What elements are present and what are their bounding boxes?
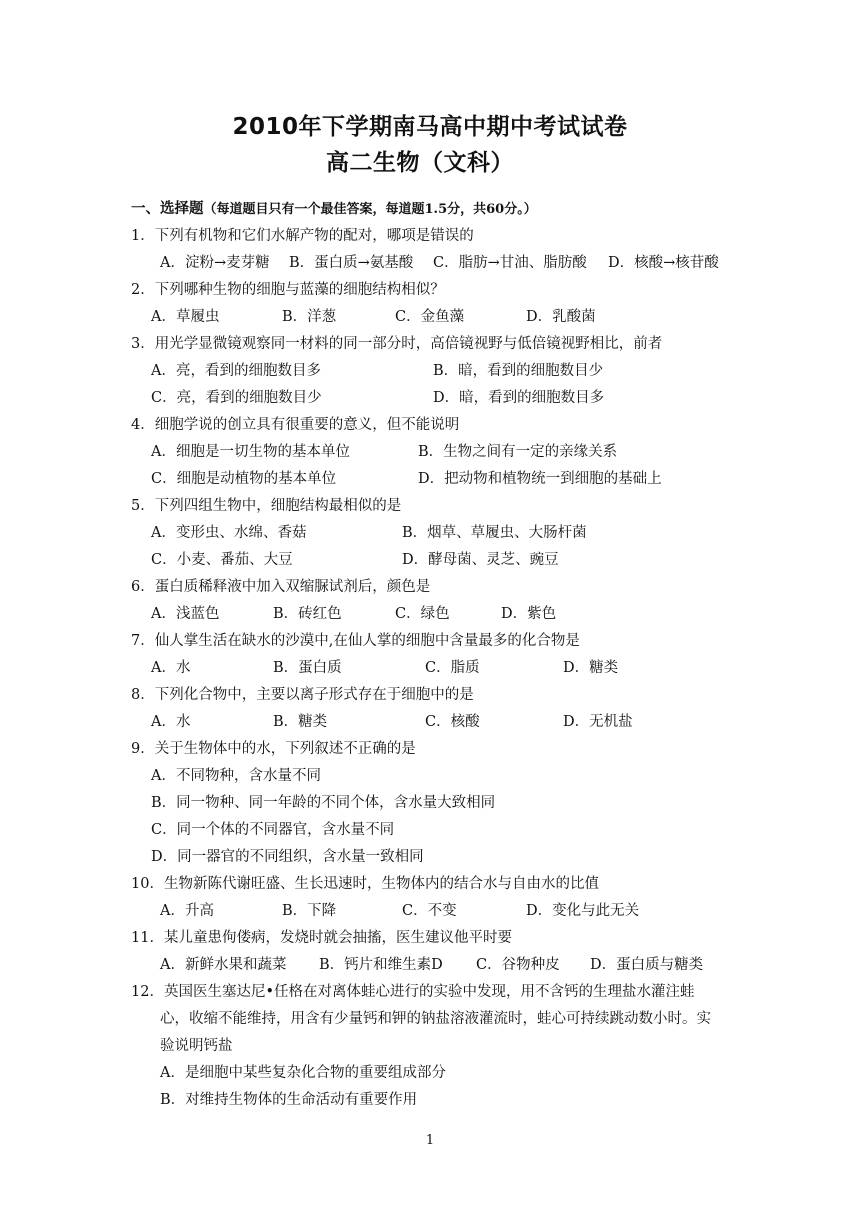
page-number: 1	[425, 1133, 435, 1148]
section-heading	[131, 199, 537, 220]
question-option: C．金鱼藻	[395, 309, 465, 325]
page-subtitle: 高二生物（文科）	[326, 150, 514, 176]
question-option: C．细胞是动植物的基本单位	[151, 471, 337, 487]
question-stem-line: 12．英国医生塞达尼•任格在对离体蛙心进行的实验中发现，用不含钙的生理盐水灌注蛙	[131, 984, 695, 1000]
question-option: B．暗，看到的细胞数目少	[433, 363, 604, 379]
question-stem: 6．蛋白质稀释液中加入双缩脲试剂后，颜色是	[131, 579, 431, 595]
question-option: A．不同物种，含水量不同	[151, 768, 321, 784]
question-stem: 5．下列四组生物中，细胞结构最相似的是	[131, 498, 402, 514]
section-title: 一、选择题	[131, 201, 204, 217]
page-title: 2010年下学期南马高中期中考试试卷	[232, 114, 628, 140]
question-option: B．生物之间有一定的亲缘关系	[418, 444, 618, 460]
question-stem: 8．下列化合物中，主要以离子形式存在于细胞中的是	[131, 687, 474, 703]
question-stem: 10．生物新陈代谢旺盛、生长迅速时，生物体内的结合水与自由水的比值	[131, 876, 599, 892]
question-option: A．水	[151, 714, 191, 730]
question-option: B．同一物种、同一年龄的不同个体，含水量大致相同	[151, 795, 496, 811]
question-option: B．蛋白质→氨基酸	[289, 255, 414, 271]
question-stem: 2．下列哪种生物的细胞与蓝藻的细胞结构相似？	[131, 282, 445, 298]
question-option: B．钙片和维生素D	[319, 957, 443, 973]
question-option: A．升高	[160, 903, 214, 919]
question-option: D．无机盐	[563, 714, 633, 730]
question-stem: 7．仙人掌生活在缺水的沙漠中,在仙人掌的细胞中含量最多的化合物是	[131, 633, 580, 649]
question-option: A．新鲜水果和蔬菜	[160, 957, 287, 973]
question-option: A．浅蓝色	[151, 606, 220, 622]
question-option: C．绿色	[395, 606, 450, 622]
question-stem-line: 验说明钙盐	[160, 1038, 233, 1054]
question-option: C．同一个体的不同器官，含水量不同	[151, 822, 395, 838]
question-option: C．亮，看到的细胞数目少	[151, 390, 322, 406]
question-option: C．不变	[402, 903, 457, 919]
question-stem: 4．细胞学说的创立具有很重要的意义，但不能说明	[131, 417, 460, 433]
question-stem: 9．关于生物体中的水，下列叙述不正确的是	[131, 741, 416, 757]
question-option: B．砖红色	[273, 606, 342, 622]
question-option: A．是细胞中某些复杂化合物的重要组成部分	[160, 1065, 446, 1081]
question-option: C．核酸	[425, 714, 480, 730]
question-stem: 3．用光学显微镜观察同一材料的同一部分时，高倍镜视野与低倍镜视野相比，前者	[131, 336, 663, 352]
question-option: A．变形虫、水绵、香菇	[151, 525, 307, 541]
question-option: D．把动物和植物统一到细胞的基础上	[418, 471, 662, 487]
section-note: （每道题目只有一个最佳答案，每道题1.5分，共60分。）	[203, 202, 537, 217]
question-stem: 11．某儿童患佝偻病，发烧时就会抽搐，医生建议他平时要	[131, 930, 512, 946]
question-option: B．糖类	[273, 714, 328, 730]
question-option: C．脂质	[425, 660, 480, 676]
question-stem-line: 心，收缩不能维持，用含有少量钙和钾的钠盐溶液灌流时，蛙心可持续跳动数小时。实	[160, 1011, 711, 1027]
question-option: D．暗，看到的细胞数目多	[433, 390, 605, 406]
question-option: A．淀粉→麦芽糖	[160, 255, 270, 271]
question-option: A．亮，看到的细胞数目多	[151, 363, 321, 379]
question-option: C．脂肪→甘油、脂肪酸	[433, 255, 587, 271]
question-option: D．变化与此无关	[526, 903, 640, 919]
question-option: B．洋葱	[282, 309, 337, 325]
question-option: A．草履虫	[151, 309, 220, 325]
question-option: B．对维持生物体的生命活动有重要作用	[160, 1092, 418, 1108]
question-option: D．核酸→核苷酸	[608, 255, 719, 271]
question-option: D．乳酸菌	[526, 309, 596, 325]
question-option: A．水	[151, 660, 191, 676]
question-option: C．小麦、番茄、大豆	[151, 552, 293, 568]
question-stem: 1．下列有机物和它们水解产物的配对，哪项是错误的	[131, 228, 474, 244]
question-option: D．糖类	[563, 660, 619, 676]
question-option: D．蛋白质与糖类	[590, 957, 704, 973]
question-option: A．细胞是一切生物的基本单位	[151, 444, 350, 460]
question-option: D．紫色	[501, 606, 557, 622]
question-option: D．同一器官的不同组织，含水量一致相同	[151, 849, 424, 865]
question-option: B．烟草、草履虫、大肠杆菌	[402, 525, 587, 541]
question-option: D．酵母菌、灵芝、豌豆	[402, 552, 559, 568]
question-option: B．蛋白质	[273, 660, 342, 676]
question-option: B．下降	[282, 903, 337, 919]
question-option: C．谷物种皮	[476, 957, 560, 973]
